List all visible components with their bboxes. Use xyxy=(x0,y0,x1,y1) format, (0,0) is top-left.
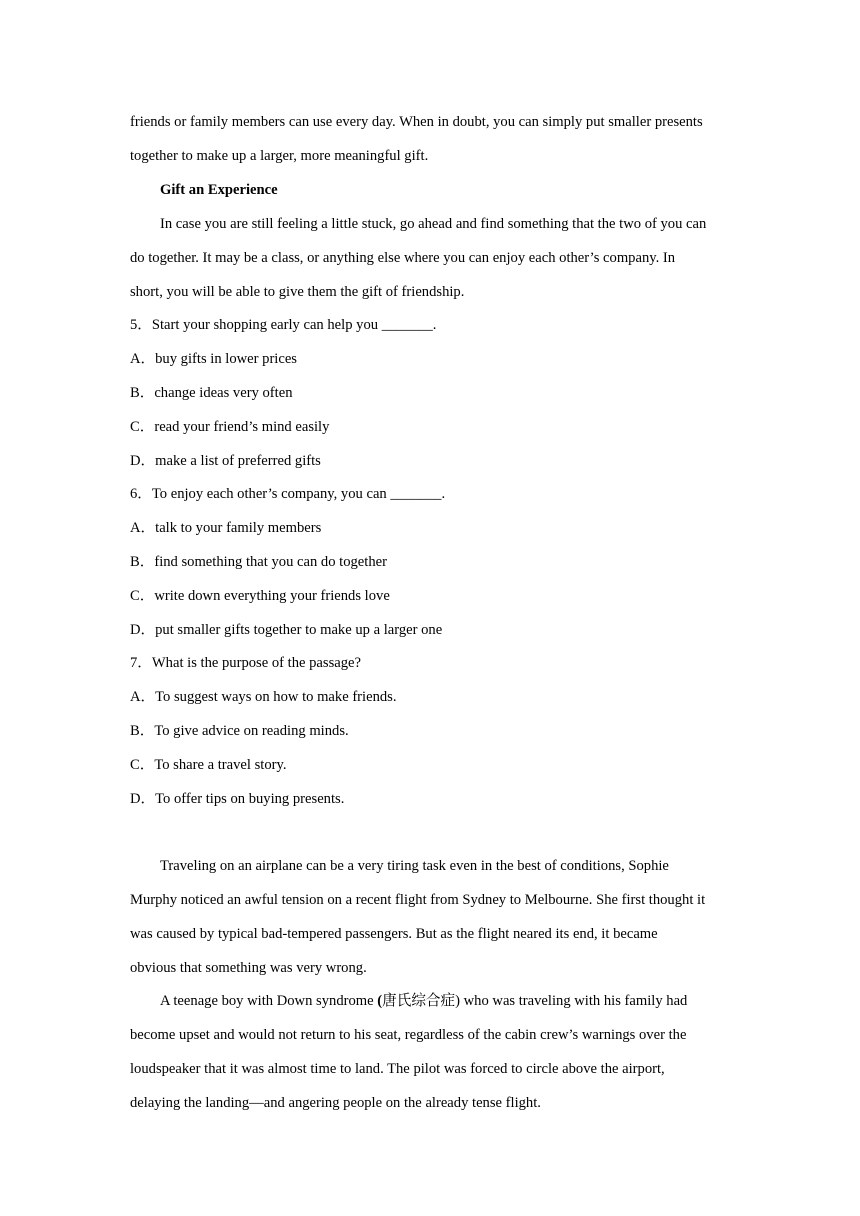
question-stem: 5．Start your shopping early can help you _______. xyxy=(130,317,437,333)
passage-line: short, you will be able to give them the gift of friendship. xyxy=(130,284,465,300)
answer-option: A．buy gifts in lower prices xyxy=(130,351,297,367)
answer-option: C．read your friend’s mind easily xyxy=(130,419,330,435)
answer-option: C．write down everything your friends love xyxy=(130,588,390,604)
passage-line: Traveling on an airplane can be a very tiring task even in the best of conditions, Sophie xyxy=(160,858,669,874)
section-heading: Gift an Experience xyxy=(160,182,278,198)
answer-option: B．To give advice on reading minds. xyxy=(130,723,349,739)
answer-option: C．To share a travel story. xyxy=(130,757,287,773)
passage-text: A teenage boy with Down syndrome xyxy=(160,993,378,1009)
passage-line: do together. It may be a class, or anything else where you can enjoy each other’s company. In xyxy=(130,250,676,266)
answer-option: D．To offer tips on buying presents. xyxy=(130,791,345,807)
passage-line: was caused by typical bad-tempered passengers. But as the flight neared its end, it became xyxy=(130,926,658,942)
answer-option: D．make a list of preferred gifts xyxy=(130,453,321,469)
passage-line: together to make up a larger, more meaningful gift. xyxy=(130,148,429,164)
answer-option: A．talk to your family members xyxy=(130,520,322,536)
answer-option: B．change ideas very often xyxy=(130,385,293,401)
passage-line: friends or family members can use every day. When in doubt, you can simply put smaller presents xyxy=(130,114,703,130)
answer-option: B．find something that you can do together xyxy=(130,554,387,570)
passage-text: ) who was traveling with his family had xyxy=(455,993,688,1009)
passage-line: obvious that something was very wrong. xyxy=(130,960,367,976)
passage-line: become upset and would not return to his seat, regardless of the cabin crew’s warnings over the xyxy=(130,1027,687,1043)
paren-open: ( xyxy=(377,993,383,1009)
passage-line: delaying the landing—and angering people on the already tense flight. xyxy=(130,1095,541,1111)
question-stem: 6．To enjoy each other’s company, you can _______. xyxy=(130,486,446,502)
chinese-gloss: 唐氏综合症 xyxy=(382,993,456,1009)
passage-line xyxy=(160,992,770,1010)
passage-line: Murphy noticed an awful tension on a recent flight from Sydney to Melbourne. She first thought it xyxy=(130,892,706,908)
passage-line: loudspeaker that it was almost time to land. The pilot was forced to circle above the airport, xyxy=(130,1061,665,1077)
answer-option: A．To suggest ways on how to make friends. xyxy=(130,689,397,705)
question-stem: 7．What is the purpose of the passage? xyxy=(130,655,361,671)
answer-option: D．put smaller gifts together to make up a larger one xyxy=(130,622,443,638)
passage-line: In case you are still feeling a little stuck, go ahead and find something that the two of you can xyxy=(160,216,707,232)
